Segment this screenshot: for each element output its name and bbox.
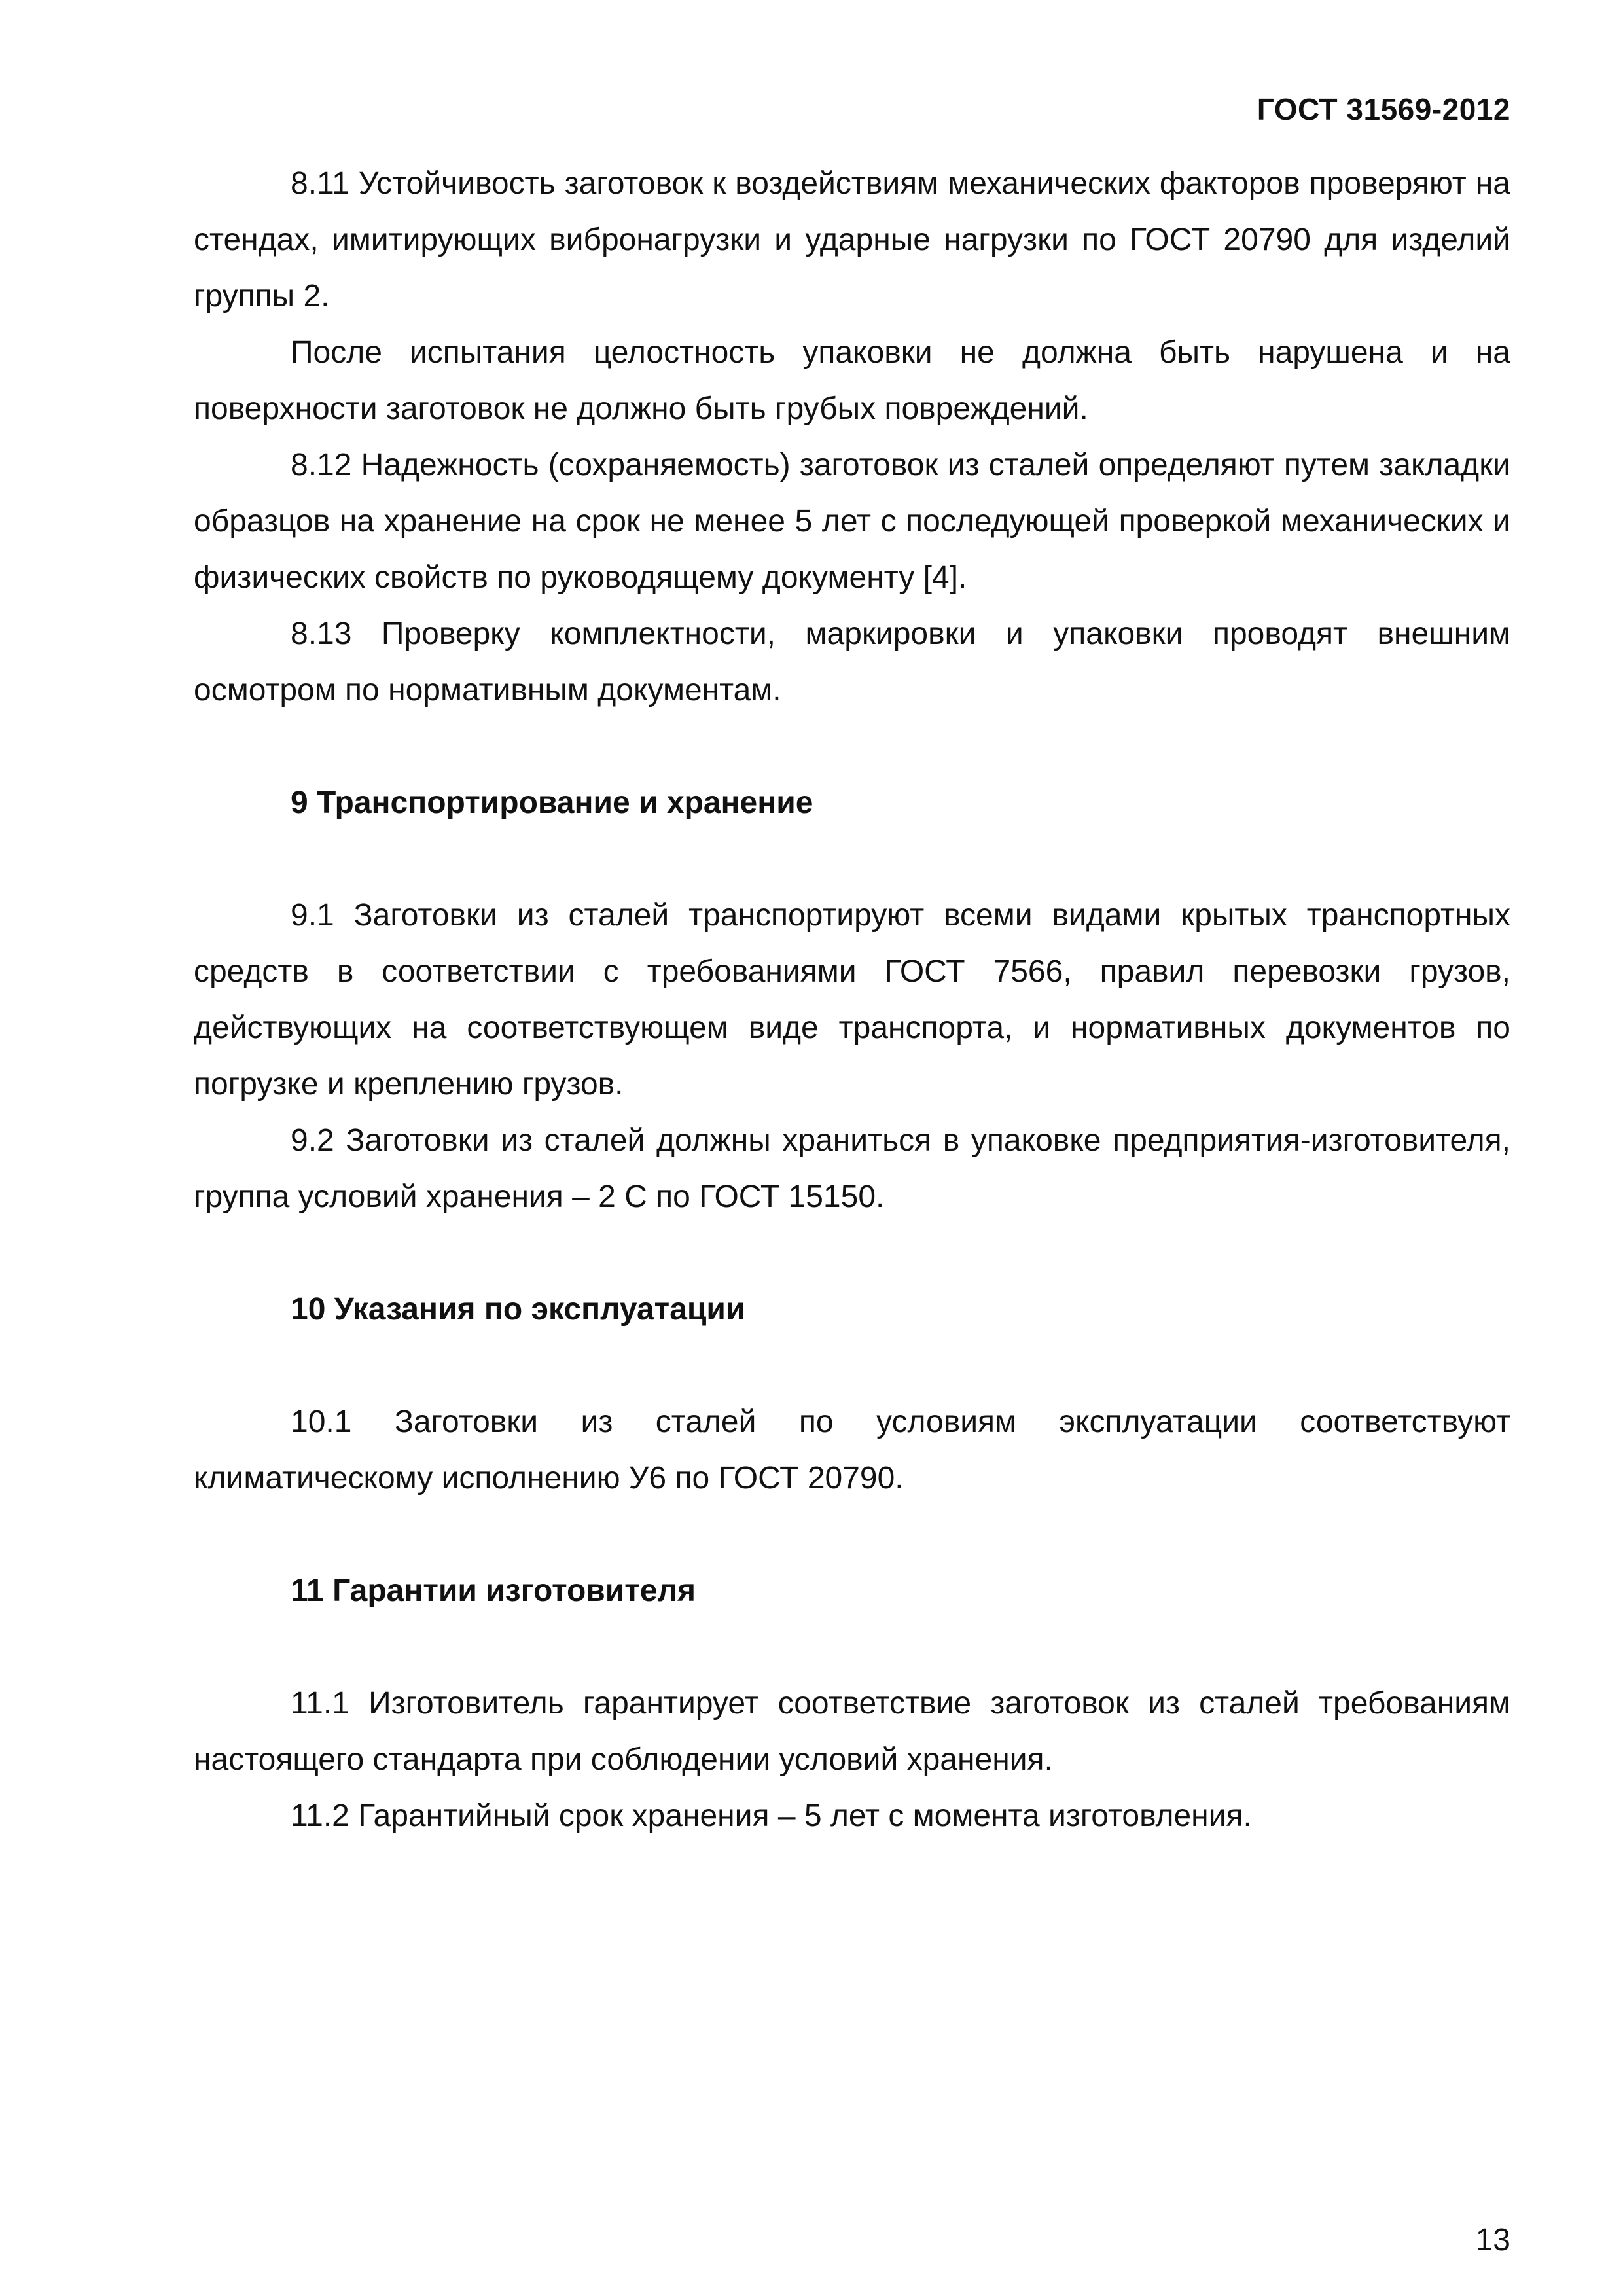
- paragraph-9-2: 9.2 Заготовки из сталей должны храниться в упаковке предприятия-изготовителя, группа условий хранения – 2 С по ГОСТ 15150.: [194, 1123, 1510, 1214]
- document-body: [194, 156, 1510, 1844]
- document-code: ГОСТ 31569-2012: [1257, 92, 1510, 126]
- paragraph-11-2: 11.2 Гарантийный срок хранения – 5 лет с момента изготовления.: [291, 1799, 1252, 1833]
- spacer: [194, 719, 1510, 775]
- paragraph-8-13: 8.13 Проверку комплектности, маркировки и упаковки проводят внешним осмотром по нормативным документам.: [194, 617, 1510, 708]
- section-heading-9: 9 Транспортирование и хранение: [291, 785, 813, 820]
- spacer: [194, 1338, 1510, 1394]
- paragraph-11-1: 11.1 Изготовитель гарантирует соответствие заготовок из сталей требованиям настоящего стандарта при соблюдении условий хранения.: [194, 1686, 1510, 1777]
- spacer: [194, 1225, 1510, 1282]
- spacer: [194, 1507, 1510, 1563]
- paragraph-8-12: 8.12 Надежность (сохраняемость) заготовок из сталей определяют путем закладки образцов на хранение на срок не менее 5 лет с последующей проверкой механических и физических свойств по руководящему документу [4].: [194, 448, 1510, 595]
- page-number: 13: [1475, 2223, 1510, 2257]
- paragraph-9-1: 9.1 Заготовки из сталей транспортируют всеми видами крытых транспортных средств в соответствии с требованиями ГОСТ 7566, правил перевозки грузов, действующих на соответствующем виде транспорта, и нормативных документов по погрузке и креплению грузов.: [194, 898, 1510, 1102]
- spacer: [194, 831, 1510, 888]
- section-heading-11: 11 Гарантии изготовителя: [291, 1573, 696, 1608]
- paragraph-8-11: 8.11 Устойчивость заготовок к воздействиям механических факторов проверяют на стендах, имитирующих вибронагрузки и ударные нагрузки по ГОСТ 20790 для изделий группы 2.: [194, 166, 1510, 314]
- section-heading-10: 10 Указания по эксплуатации: [291, 1292, 745, 1327]
- paragraph-8-11-continued: После испытания целостность упаковки не должна быть нарушена и на поверхности заготовок не должно быть грубых повреждений.: [194, 335, 1510, 426]
- spacer: [194, 1619, 1510, 1676]
- paragraph-10-1: 10.1 Заготовки из сталей по условиям эксплуатации соответствуют климатическому исполнению У6 по ГОСТ 20790.: [194, 1405, 1510, 1496]
